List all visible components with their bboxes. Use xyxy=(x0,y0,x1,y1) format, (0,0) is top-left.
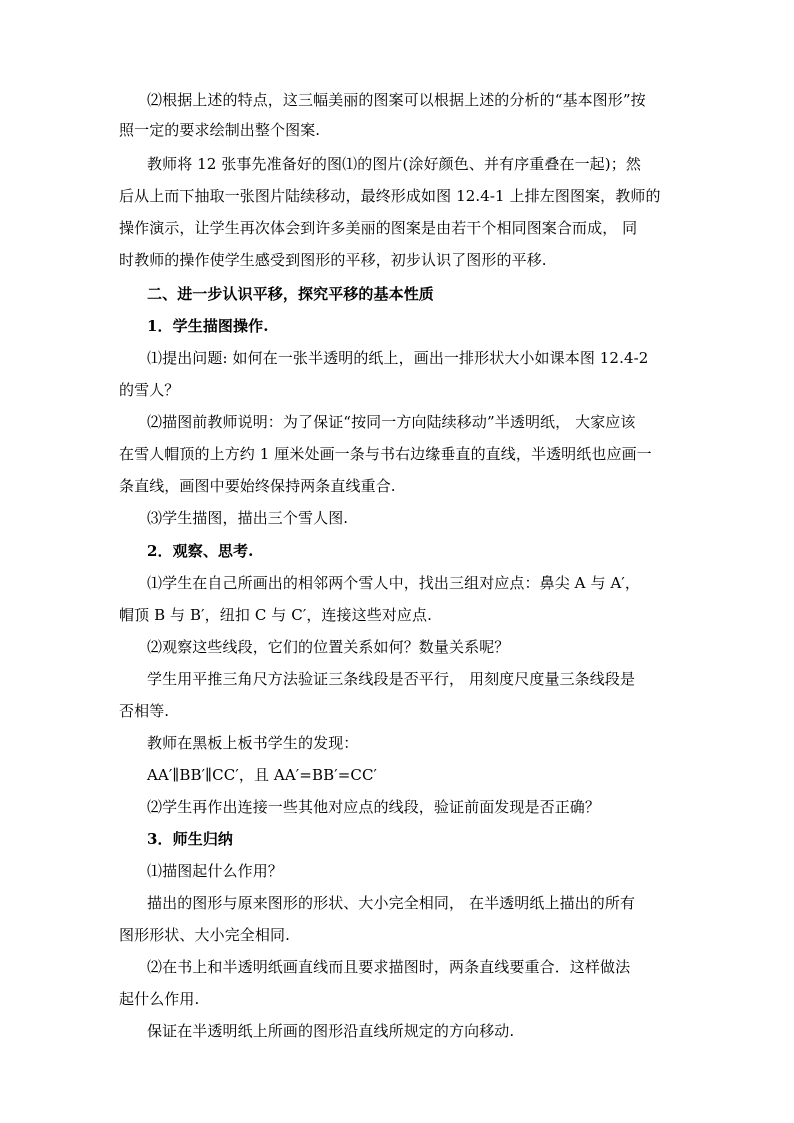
text-line-20: 否相等. xyxy=(119,702,170,720)
text-line-26: 描出的图形与原来图形的形状、大小完全相同， 在半透明纸上描出的所有 xyxy=(147,894,636,912)
text-line-29: 起什么作用. xyxy=(119,990,200,1008)
text-line-19: 学生用平推三角尺方法验证三条线段是否平行， 用刻度尺度量三条线段是 xyxy=(147,670,636,688)
section-heading: 二、进一步认识平移，探究平移的基本性质 xyxy=(147,285,434,303)
text-line-21: 教师在黑板上板书学生的发现： xyxy=(147,734,359,752)
text-line-25: ⑴描图起什么作用？ xyxy=(147,862,283,880)
text-line-14: ⑶学生描图，描出三个雪人图. xyxy=(147,509,349,527)
formula-line: AA′∥BB′∥CC′，且 AA′=BB′=CC′ xyxy=(147,766,378,784)
text-line-3: 教师将 12 张事先准备好的图⑴的图片(涂好颜色、并有序重叠在一起)；然 xyxy=(147,155,641,173)
text-line-17: 帽顶 B 与 B′，纽扣 C 与 C′，连接这些对应点. xyxy=(119,606,432,624)
text-line-4: 后从上而下抽取一张图片陆续移动，最终形成如图 12.4-1 上排左图图案，教师的 xyxy=(119,187,661,205)
text-line-12: 在雪人帽顶的上方约 1 厘米处画一条与书右边缘垂直的直线，半透明纸也应画一 xyxy=(119,445,652,463)
text-line-6: 时教师的操作使学生感受到图形的平移，初步认识了图形的平移. xyxy=(119,251,547,269)
text-line-5: 操作演示，让学生再次体会到许多美丽的图案是由若干个相同图案合而成， 同 xyxy=(119,219,638,237)
subsection-heading-3: 3．师生归纳 xyxy=(147,830,234,848)
text-line-11: ⑵描图前教师说明：为了保证“按同一方向陆续移动”半透明纸， 大家应该 xyxy=(147,413,636,431)
text-line-2: 照一定的要求绘制出整个图案. xyxy=(119,121,321,139)
text-line-23: ⑵学生再作出连接一些其他对应点的线段，验证前面发现是否正确？ xyxy=(147,798,601,816)
subsection-heading-2: 2．观察、思考. xyxy=(147,542,254,560)
text-line-18: ⑵观察这些线段，它们的位置关系如何？数量关系呢？ xyxy=(147,638,510,656)
text-line-16: ⑴学生在自己所画出的相邻两个雪人中，找出三组对应点：鼻尖 A 与 A′， xyxy=(147,574,640,592)
text-line-30: 保证在半透明纸上所画的图形沿直线所规定的方向移动. xyxy=(147,1022,515,1040)
text-line-1: ⑵根据上述的特点，这三幅美丽的图案可以根据上述的分析的“基本图形”按 xyxy=(147,91,646,109)
text-line-9: ⑴提出问题: 如何在一张半透明的纸上，画出一排形状大小如课本图 12.4-2 xyxy=(147,349,649,367)
text-line-27: 图形形状、大小完全相同. xyxy=(119,926,290,944)
text-line-10: 的雪人？ xyxy=(119,381,180,399)
text-line-28: ⑵在书上和半透明纸画直线而且要求描图时，两条直线要重合．这样做法 xyxy=(147,958,631,976)
subsection-heading-1: 1．学生描图操作. xyxy=(147,317,269,335)
text-line-13: 条直线，画图中要始终保持两条直线重合. xyxy=(119,477,396,495)
